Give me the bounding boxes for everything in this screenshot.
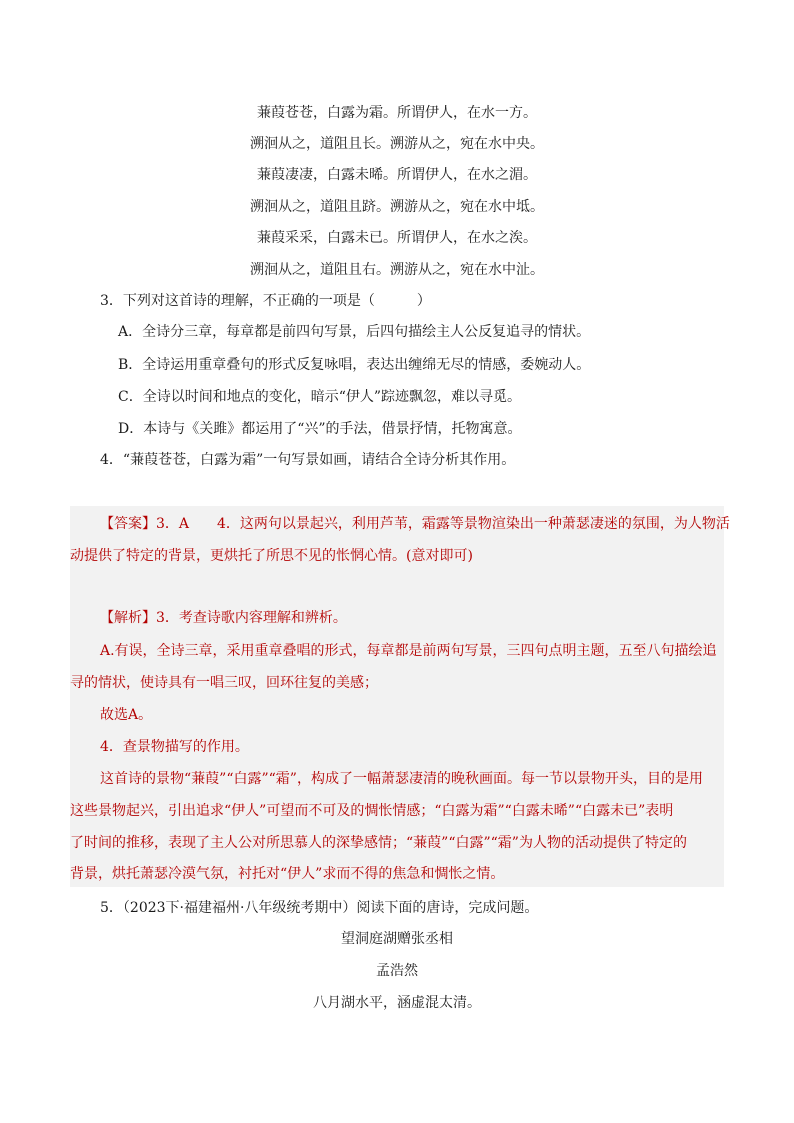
poem-line: 溯洄从之，道阻且长。溯游从之，宛在水中央。: [250, 136, 544, 152]
analysis-line-2: A.有误，全诗三章，采用重章叠唱的形式，每章都是前两句写景，三四句点明主题，五至八句描绘追: [100, 643, 717, 659]
question-4-stem: 4．“蒹葭苍苍，白露为霜”一句写景如画，请结合全诗分析其作用。: [100, 452, 516, 468]
question-3-option-a: A．全诗分三章，每章都是前四句写景，后四句描绘主人公反复追寻的情状。: [118, 324, 591, 340]
analysis-line-1: [100, 608, 347, 628]
analysis-line-7: 这些景物起兴，引出追求“伊人”可望而不可及的惆怅情感；“白露为霜”“白露未晞”“白露未已”表明: [70, 803, 674, 819]
answer-line-2: 动提供了特定的背景，更烘托了所思不见的怅惘心情。(意对即可): [70, 548, 473, 564]
question-3-option-d: D．本诗与《关雎》都运用了“兴”的手法，借景抒情，托物寓意。: [118, 421, 522, 437]
answer-line-1: [100, 514, 730, 534]
poem-line: 溯洄从之，道阻且跻。溯游从之，宛在水中坻。: [250, 199, 544, 215]
question-3-option-c: C．全诗以时间和地点的变化，暗示“伊人”踪迹飘忽，难以寻觅。: [118, 389, 522, 405]
poem-line: 蒹葭苍苍，白露为霜。所谓伊人，在水一方。: [257, 105, 537, 121]
poem-author: 孟浩然: [376, 963, 418, 979]
answer-text-1: 3．A 4．这两句以景起兴，利用芦苇，霜露等景物渲染出一种萧瑟凄迷的氛围，为人物活: [156, 516, 730, 532]
question-5-stem: 5．（2023下·福建福州·八年级统考期中）阅读下面的唐诗，完成问题。: [100, 900, 539, 916]
analysis-line-3: 寻的情状，使诗具有一唱三叹，回环往复的美感；: [70, 675, 378, 691]
poem-line: 蒹葭采采，白露未已。所谓伊人，在水之涘。: [257, 230, 537, 246]
analysis-text-1: 3．考查诗歌内容理解和辨析。: [156, 610, 347, 626]
analysis-line-8: 了时间的推移，表现了主人公对所思慕人的深挚感情；“蒹葭”“白露”“霜”为人物的活动提供了特定的: [70, 835, 687, 851]
analysis-line-6: 这首诗的景物“蒹葭”“白露”“霜”，构成了一幅萧瑟凄清的晚秋画面。每一节以景物开头，目的是用: [100, 771, 703, 787]
analysis-line-9: 背景，烘托萧瑟冷漠气氛，衬托对“伊人”求而不得的焦急和惆怅之情。: [70, 866, 505, 882]
question-3-option-b: B．全诗运用重章叠句的形式反复咏唱，表达出缠绵无尽的情感，委婉动人。: [118, 357, 591, 373]
analysis-line-4: 故选A。: [100, 707, 153, 723]
poem-line: 蒹葭凄凄，白露未晞。所谓伊人，在水之湄。: [257, 167, 537, 183]
answer-label: 【答案】: [100, 516, 156, 532]
poem-title: 望洞庭湖赠张丞相: [341, 931, 453, 947]
analysis-label: 【解析】: [100, 610, 156, 626]
poem-line: 八月湖水平，涵虚混太清。: [313, 995, 481, 1011]
question-3-stem: 3．下列对这首诗的理解，不正确的一项是（ ）: [100, 293, 431, 309]
analysis-line-5: 4．查景物描写的作用。: [100, 739, 249, 755]
poem-line: 溯洄从之，道阻且右。溯游从之，宛在水中沚。: [250, 262, 544, 278]
